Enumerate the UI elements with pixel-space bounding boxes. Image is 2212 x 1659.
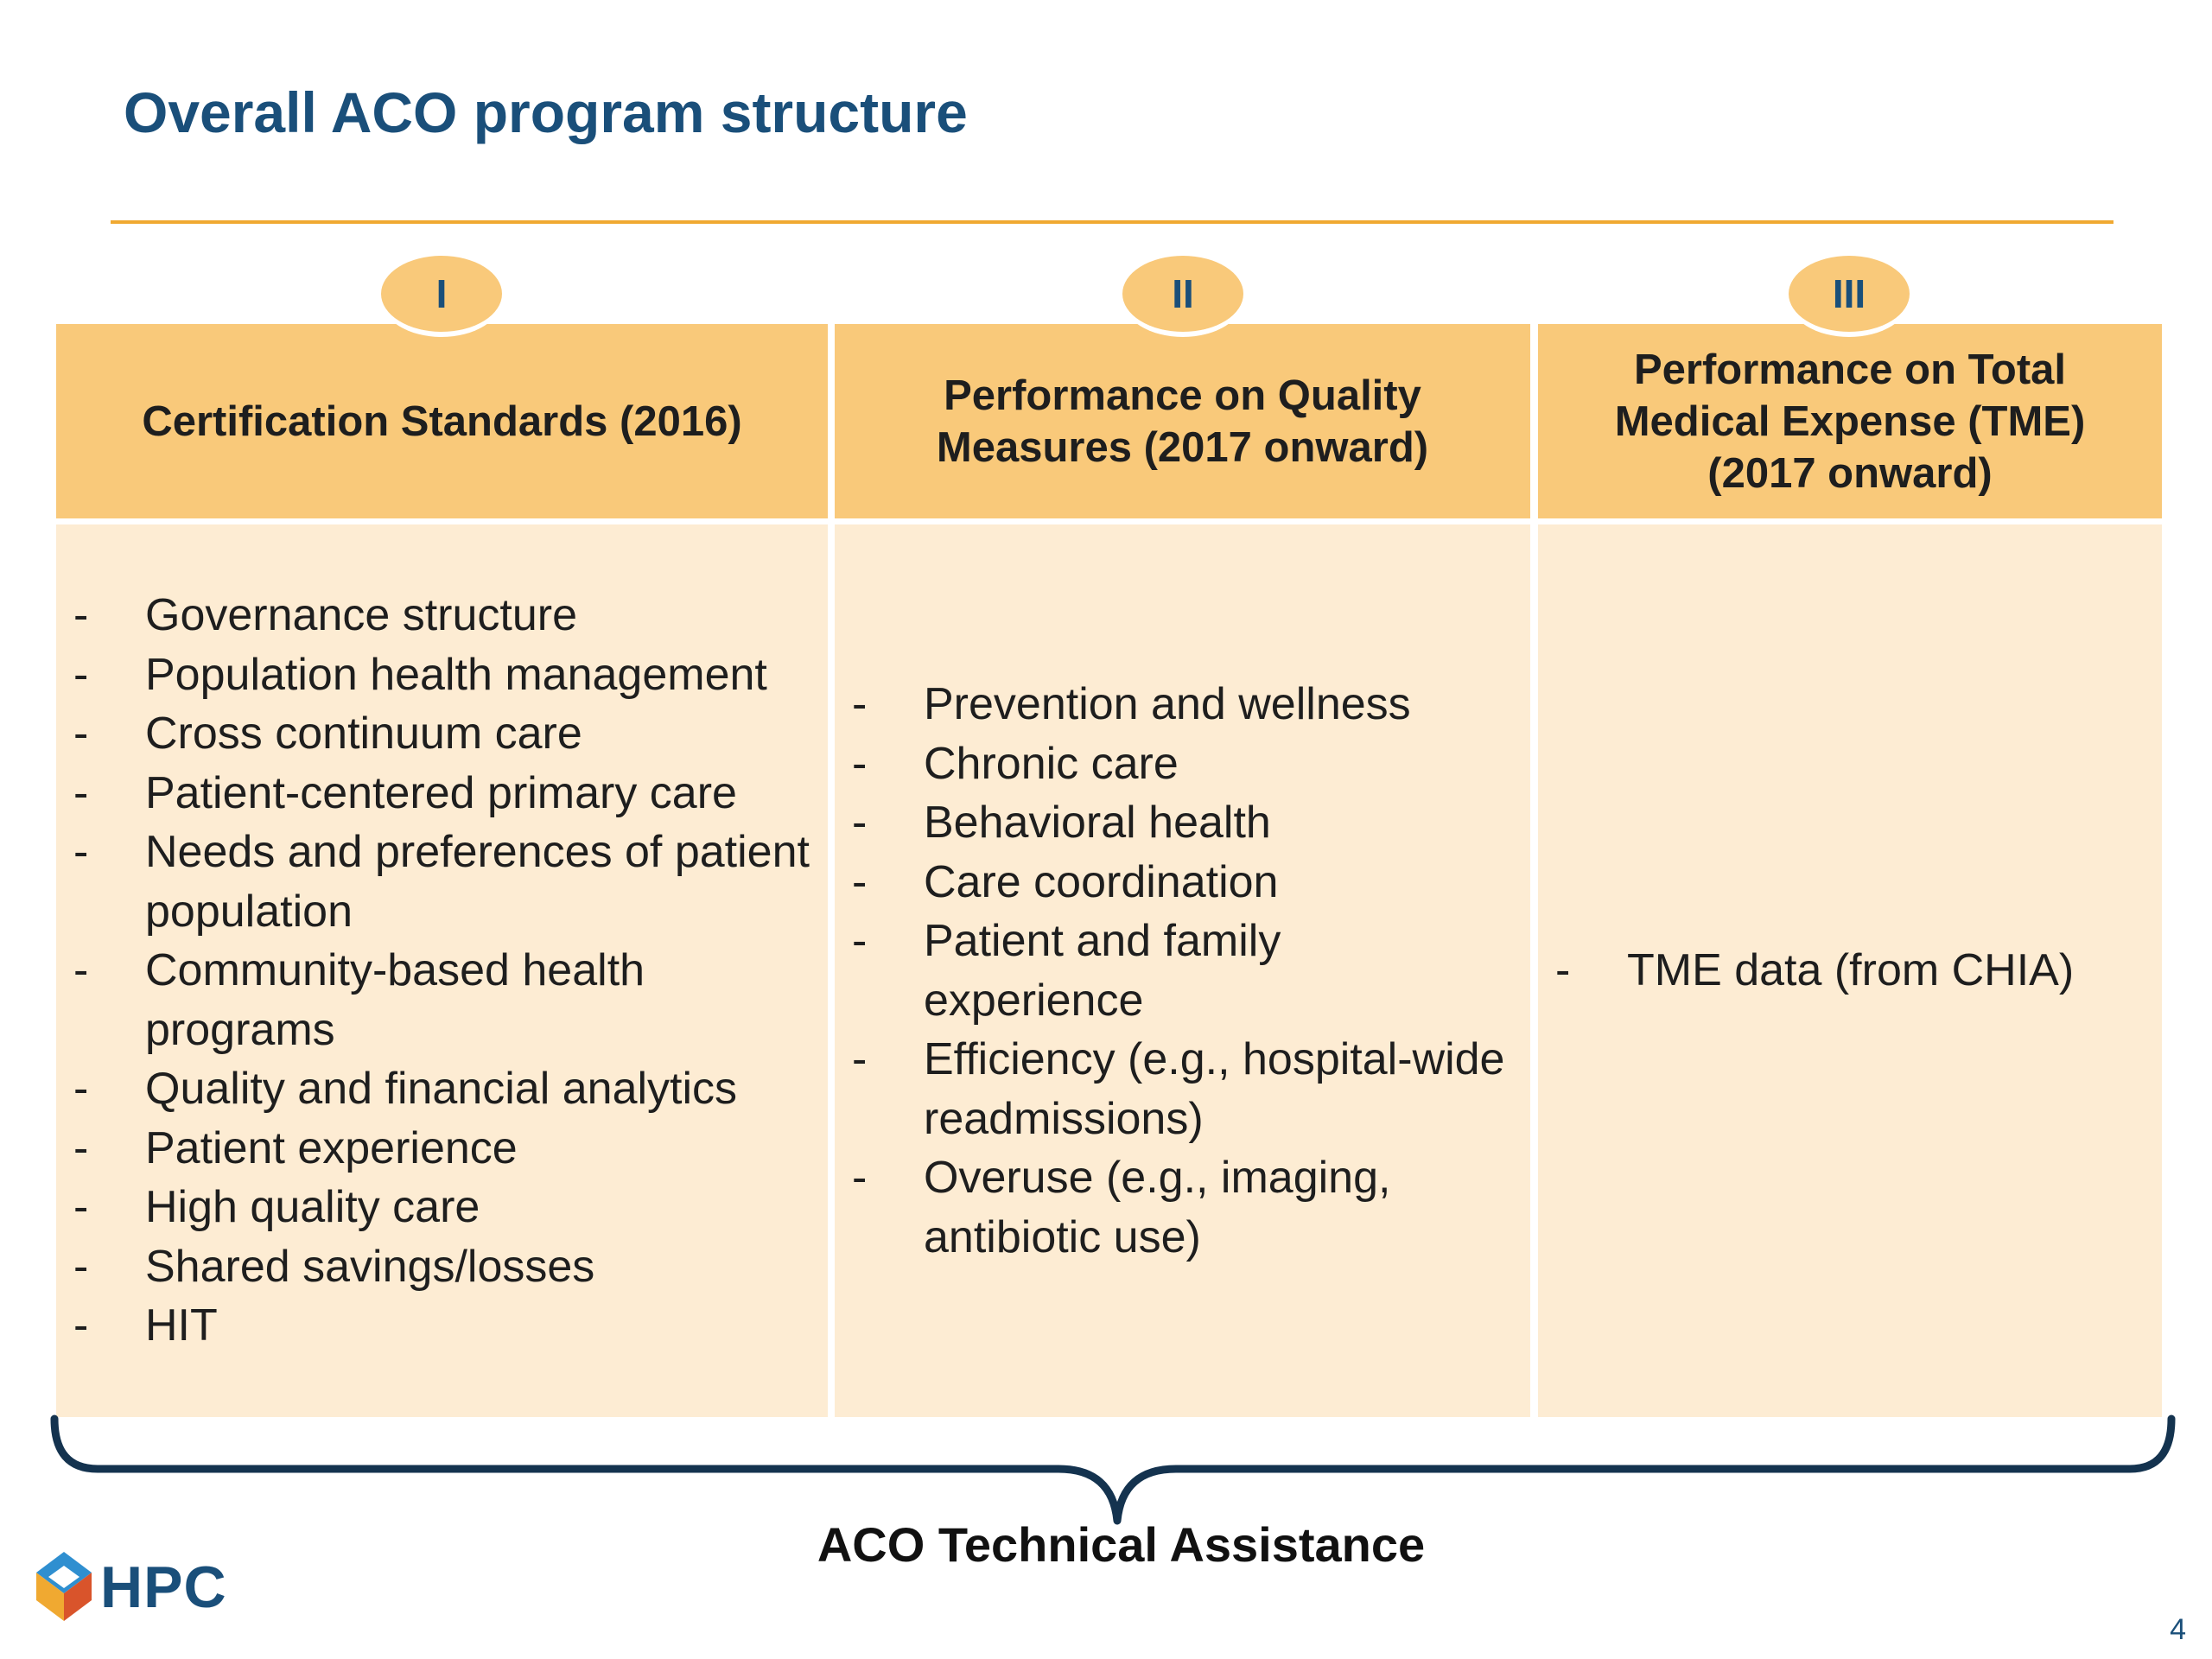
bullet-dash: - xyxy=(852,679,868,729)
list-item-text: Prevention and wellness xyxy=(924,679,1411,729)
pillar-1 xyxy=(56,324,828,1417)
bullet-dash: - xyxy=(73,1241,89,1292)
pillar-3-header xyxy=(1538,324,2162,518)
bullet-dash: - xyxy=(73,827,89,878)
pillar-2 xyxy=(835,324,1530,1417)
list-item xyxy=(835,853,1530,912)
list-item xyxy=(56,1119,828,1179)
bullet-dash: - xyxy=(73,1064,89,1115)
bullet-dash: - xyxy=(852,738,868,789)
list-item-text: Community-based health programs xyxy=(145,945,645,1055)
list-item-text: Patient experience xyxy=(145,1122,518,1173)
page-title: Overall ACO program structure xyxy=(124,80,968,144)
list-item xyxy=(56,1178,828,1237)
list-item xyxy=(56,645,828,705)
pillar-2-body xyxy=(835,524,1530,1417)
bullet-dash: - xyxy=(73,945,89,996)
list-item xyxy=(835,1148,1530,1267)
list-item-text: HIT xyxy=(145,1300,218,1351)
pillar-2-list xyxy=(835,675,1530,1267)
list-item-text: Care coordination xyxy=(924,856,1279,907)
list-item xyxy=(1538,941,2162,1001)
list-item xyxy=(56,1237,828,1297)
list-item xyxy=(56,823,828,941)
pillar-2-header xyxy=(835,324,1530,518)
list-item-text: Efficiency (e.g., hospital-wide readmissions) xyxy=(924,1034,1505,1144)
bullet-dash: - xyxy=(73,767,89,818)
curly-brace-path xyxy=(54,1419,2171,1521)
list-item-text: Patient and family experience xyxy=(924,916,1281,1026)
bullet-dash: - xyxy=(73,1182,89,1233)
bullet-dash: - xyxy=(852,856,868,907)
list-item xyxy=(835,675,1530,734)
list-item-text: Quality and financial analytics xyxy=(145,1064,738,1115)
bullet-dash: - xyxy=(852,798,868,848)
bullet-dash: - xyxy=(73,590,89,641)
bullet-dash: - xyxy=(73,649,89,700)
page-number: 4 xyxy=(2170,1613,2186,1646)
curly-brace xyxy=(48,1408,2182,1529)
hpc-logo-mark-icon xyxy=(29,1547,99,1642)
brace-label: ACO Technical Assistance xyxy=(817,1517,1426,1572)
hpc-logo xyxy=(29,1547,254,1642)
list-item-text: Shared savings/losses xyxy=(145,1241,595,1292)
list-item xyxy=(56,1296,828,1356)
list-item-text: Patient-centered primary care xyxy=(145,767,737,818)
list-item-text: Overuse (e.g., imaging, antibiotic use) xyxy=(924,1153,1391,1262)
list-item-text: Cross continuum care xyxy=(145,709,582,760)
list-item xyxy=(56,704,828,764)
list-item-text: Chronic care xyxy=(924,738,1179,789)
pillar-1-heading: Certification Standards (2016) xyxy=(142,397,742,445)
pillar-2-numeral-badge: II xyxy=(1122,256,1243,332)
bullet-dash: - xyxy=(1555,945,1571,996)
list-item xyxy=(56,764,828,823)
pillar-2-heading: Performance on Quality Measures (2017 onward) xyxy=(936,372,1429,471)
list-item xyxy=(56,586,828,645)
list-item xyxy=(835,734,1530,794)
pillar-1-numeral-badge: I xyxy=(381,256,502,332)
pillar-3-numeral-badge: III xyxy=(1789,256,1910,332)
list-item-text: TME data (from CHIA) xyxy=(1627,945,2075,996)
hpc-logo-text: HPC xyxy=(100,1554,227,1620)
bullet-dash: - xyxy=(852,1153,868,1203)
list-item xyxy=(835,1030,1530,1148)
list-item-text: Population health management xyxy=(145,649,767,700)
list-item xyxy=(835,912,1530,1030)
pillar-3-body xyxy=(1538,524,2162,1417)
list-item-text: Behavioral health xyxy=(924,798,1271,848)
pillar-1-body xyxy=(56,524,828,1417)
bullet-dash: - xyxy=(852,1034,868,1084)
bullet-dash: - xyxy=(73,1300,89,1351)
title-divider xyxy=(111,220,2113,224)
bullet-dash: - xyxy=(73,709,89,760)
list-item xyxy=(835,793,1530,853)
list-item xyxy=(56,1059,828,1119)
pillar-1-list xyxy=(56,586,828,1356)
bullet-dash: - xyxy=(852,916,868,966)
pillar-3 xyxy=(1538,324,2162,1417)
pillar-3-heading: Performance on Total Medical Expense (TME) (2017 onward) xyxy=(1614,346,2086,497)
pillar-3-list xyxy=(1538,941,2162,1001)
list-item xyxy=(56,941,828,1059)
pillar-1-header xyxy=(56,324,828,518)
list-item-text: Governance structure xyxy=(145,590,578,641)
list-item-text: High quality care xyxy=(145,1182,480,1233)
list-item-text: Needs and preferences of patient population xyxy=(145,827,810,937)
bullet-dash: - xyxy=(73,1122,89,1173)
